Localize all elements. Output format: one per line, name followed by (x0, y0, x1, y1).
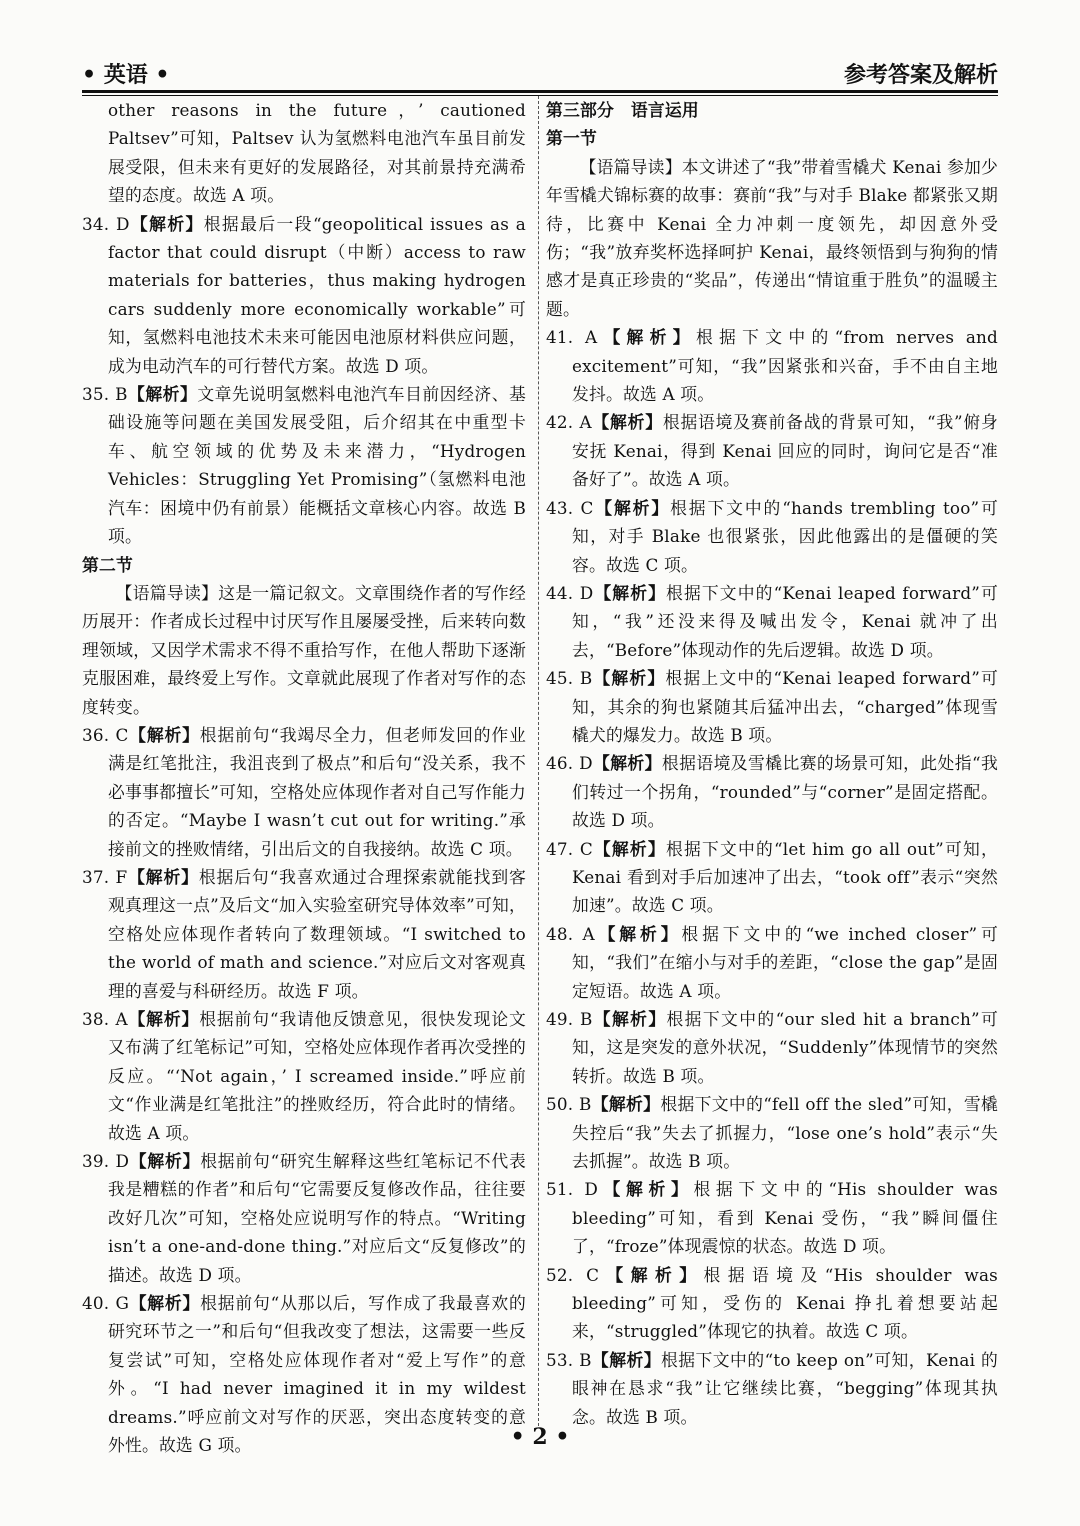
analysis-label: 【解析】 (592, 838, 666, 859)
answer-text: 文章先说明氢燃料电池汽车目前因经济、基础设施等问题在美国发展受阻，后介绍其在中重型卡车、航空领域的优势及未来潜力，“Hydrogen Vehicles：Struggling Yet Promising”（氢燃料电池汽车：困境中仍有前景）能概括文章核心内容。故选 B 项。 (108, 384, 526, 547)
analysis-label: 【解析】 (591, 1094, 661, 1115)
header-rule-thick (82, 90, 998, 93)
answer-text: 根据语境及赛前备战的背景可知，“我”俯身安抚 Kenai，得到 Kenai 回应的同时，询问它是否“准备好了”。故选 A 项。 (572, 412, 998, 490)
page-header (82, 58, 998, 92)
answer-44 (546, 579, 998, 664)
analysis-label: 【解析】 (593, 497, 671, 518)
part-heading-3: 第三部分 语言运用 (546, 100, 699, 120)
answer-41 (546, 323, 998, 408)
answer-33-continued: other reasons in the future，’ cautioned Paltsev”可知，Paltsev 认为氢燃料电池汽车虽目前发展受限，但未来有更好的发展路径，对其前景持充满希望的态度。故选 A 项。 (108, 100, 526, 206)
section-heading-1: 第一节 (546, 128, 597, 149)
answer-number: 38. A (82, 1009, 128, 1029)
answer-number: 49. B (546, 1009, 593, 1029)
answer-text: 根据语境及“His shoulder was bleeding”可知，受伤的 Kenai 挣扎着想要站起来，“struggled”体现它的执着。故选 C 项。 (572, 1264, 998, 1342)
answer-number: 52. C (546, 1264, 600, 1285)
answer-47 (546, 835, 998, 920)
analysis-label: 【解析】 (591, 412, 663, 433)
reading-guide-2: 【语篇导读】这是一篇记叙文。文章围绕作者的写作经历展开：作者成长过程中讨厌写作且屡屡受挫，后来转向数理领域，又因学术需求不得不重拾写作，在他人帮助下逐渐克服困难，最终爱上写作。文章就此展现了作者对写作的态度转变。 (82, 582, 526, 717)
answer-52 (546, 1261, 998, 1346)
analysis-label: 【解析】 (591, 1349, 661, 1370)
analysis-label: 【解析】 (129, 1293, 201, 1314)
answer-39 (82, 1147, 526, 1289)
analysis-label: 【解析】 (127, 384, 198, 405)
analysis-label: 【解析】 (127, 1009, 200, 1029)
answer-text: 根据前句“从那以后，写作成了我最喜欢的研究环节之一”和后句“但我改变了想法，这需要一些反复尝试”可知，空格处应体现作者对“爱上写作”的意外。“I had never imagined it in my wildest dreams.”呼应前文对写作的厌恶，突出态度转变的意外性。故选 G 项。 (108, 1293, 526, 1456)
answer-text: 根据下文中的“let him go all out”可知，Kenai 看到对手后加速冲了出去，“took off”表示“突然加速”。故选 C 项。 (572, 838, 998, 916)
answer-number: 41. A (546, 327, 598, 348)
analysis-label: 【解析】 (592, 753, 662, 774)
answer-text: 根据下文中的“to keep on”可知，Kenai 的眼神在恳求“我”让它继续比赛，“begging”体现其执念。故选 B 项。 (572, 1349, 998, 1427)
section-heading-2: 第二节 (82, 554, 133, 575)
answer-number: 50. B (546, 1094, 592, 1115)
answer-number: 37. F (82, 866, 128, 887)
right-column (546, 96, 998, 1431)
analysis-label: 【解析】 (594, 923, 682, 944)
analysis-label: 【解析】 (592, 1009, 667, 1029)
analysis-label: 【解析】 (127, 866, 199, 887)
answer-36 (82, 721, 526, 863)
answer-text: 根据下文中的“our sled hit a branch”可知，这是突发的意外状况，“Suddenly”体现情节的突然转折。故选 B 项。 (572, 1009, 998, 1086)
left-column (82, 96, 526, 1460)
answer-46 (546, 749, 998, 834)
answer-number: 36. C (82, 724, 129, 745)
page-number: • 2 • (510, 1424, 570, 1450)
answer-text: 根据前句“我请他反馈意见，很快发现论文又布满了红笔标记”可知，空格处应体现作者再次受挫的反应。“‘Not again，’ I screamed inside.”呼应前文“作业满是红笔批注”的挫败经历，符合此时的情绪。故选 A 项。 (108, 1009, 526, 1143)
analysis-label: 【解析】 (593, 582, 667, 603)
answer-text: 根据下文中的“fell off the sled”可知，雪橇失控后“我”失去了抓握力，“lose one’s hold”表示“失去抓握”。故选 B 项。 (572, 1094, 998, 1172)
answer-49 (546, 1005, 998, 1090)
reading-guide-1: 【语篇导读】本文讲述了“我”带着雪橇犬 Kenai 参加少年雪橇犬锦标赛的故事：赛前“我”与对手 Blake 都紧张又期待，比赛中 Kenai 全力冲刺一度领先，却因意外受伤；“我”放弃奖杯选择呵护 Kenai，最终领悟到与狗狗的情感才是真正珍贵的“奖品”，传递出“情谊重于胜负”的温暖主题。 (546, 156, 998, 319)
answer-53 (546, 1346, 998, 1431)
answer-number: 48. A (546, 923, 595, 944)
answer-number: 53. B (546, 1349, 592, 1370)
answer-text: 根据下文中的“hands trembling too”可知，对手 Blake 也很紧张，因此他露出的是僵硬的笑容。故选 C 项。 (572, 497, 998, 575)
answer-38 (82, 1005, 526, 1147)
answer-number: 46. D (546, 753, 593, 774)
answer-text: 根据下文中的“from nerves and excitement”可知，“我”因紧张和兴奋，手不由自主地发抖。故选 A 项。 (572, 327, 998, 405)
answer-text: 根据前句“研究生解释这些红笔标记不代表我是糟糕的作者”和后句“它需要反复修改作品，往往要改好几次”可知，空格处应说明写作的特点。“Writing isn’t a one-and-done thing.”对应后文“反复修改”的描述。故选 D 项。 (108, 1151, 526, 1285)
answer-number: 42. A (546, 412, 592, 433)
answer-number: 35. B (82, 384, 128, 405)
answer-text: 根据下文中的“we inched closer”可知，“我们”在缩小与对手的差距，“close the gap”是固定短语。故选 A 项。 (572, 923, 998, 1001)
answer-number: 44. D (546, 582, 594, 603)
answer-number: 34. D (82, 213, 130, 234)
answer-number: 40. G (82, 1293, 130, 1314)
column-divider (538, 96, 539, 1426)
answer-text: 根据后句“我喜欢通过合理探索就能找到客观真理这一点”及后文“加入实验室研究导体效率”可知，空格处应体现作者转向了数理领域。“I switched to the world of math and science.”对应后文对客观真理的喜爱与科研经历。故选 F 项。 (108, 866, 526, 1001)
answer-35 (82, 380, 526, 550)
answer-text: 根据语境及雪橇比赛的场景可知，此处指“我们转过一个拐角，“rounded”与“corner”是固定搭配。故选 D 项。 (572, 753, 998, 831)
analysis-label: 【解析】 (129, 213, 204, 234)
analysis-label: 【解析】 (597, 1179, 694, 1200)
answer-45 (546, 664, 998, 749)
answer-number: 51. D (546, 1179, 598, 1200)
analysis-label: 【解析】 (128, 724, 200, 745)
answer-text: 根据下文中的“Kenai leaped forward”可知，“我”还没来得及喊出发令，Kenai 就冲了出去，“Before”体现动作的先后逻辑。故选 D 项。 (572, 582, 998, 660)
subject-label: • 英语 • (82, 62, 170, 88)
answer-number: 43. C (546, 497, 594, 518)
analysis-label: 【解析】 (599, 1264, 704, 1285)
answer-48 (546, 920, 998, 1005)
answer-text: 根据上文中的“Kenai leaped forward”可知，其余的狗也紧随其后猛冲出去，“charged”体现雪橇犬的爆发力。故选 B 项。 (572, 668, 998, 745)
answer-43 (546, 494, 998, 579)
header-title: 参考答案及解析 (843, 62, 998, 88)
answer-42 (546, 408, 998, 493)
answer-number: 45. B (546, 668, 593, 689)
answer-text: 根据最后一段“geopolitical issues as a factor that could disrupt（中断）access to raw materials for batteries，thus making hydrogen cars suddenly more economically workable”可知，氢燃料电池技术未来可能因电池原材料供应问题，成为电动汽车的可行替代方案。故选 D 项。 (108, 213, 526, 376)
answer-number: 39. D (82, 1151, 130, 1172)
answer-51 (546, 1175, 998, 1260)
analysis-label: 【解析】 (592, 668, 666, 689)
answer-37 (82, 863, 526, 1005)
answer-34 (82, 210, 526, 380)
answer-50 (546, 1090, 998, 1175)
answer-number: 47. C (546, 838, 593, 859)
analysis-label: 【解析】 (129, 1151, 201, 1172)
analysis-label: 【解析】 (597, 327, 696, 348)
answer-text: 根据前句“我竭尽全力，但老师发回的作业满是红笔批注，我沮丧到了极点”和后句“没关系，我不必事事都擅长”可知，空格处应体现作者对自己写作能力的否定。“Maybe I wasn’t cut out for writing.”承接前文的挫败情绪，引出后文的自我接纳。故选 C 项。 (108, 724, 526, 859)
answer-text: 根据下文中的“His shoulder was bleeding”可知，看到 Kenai 受伤，“我”瞬间僵住了，“froze”体现震惊的状态。故选 D 项。 (572, 1179, 998, 1257)
